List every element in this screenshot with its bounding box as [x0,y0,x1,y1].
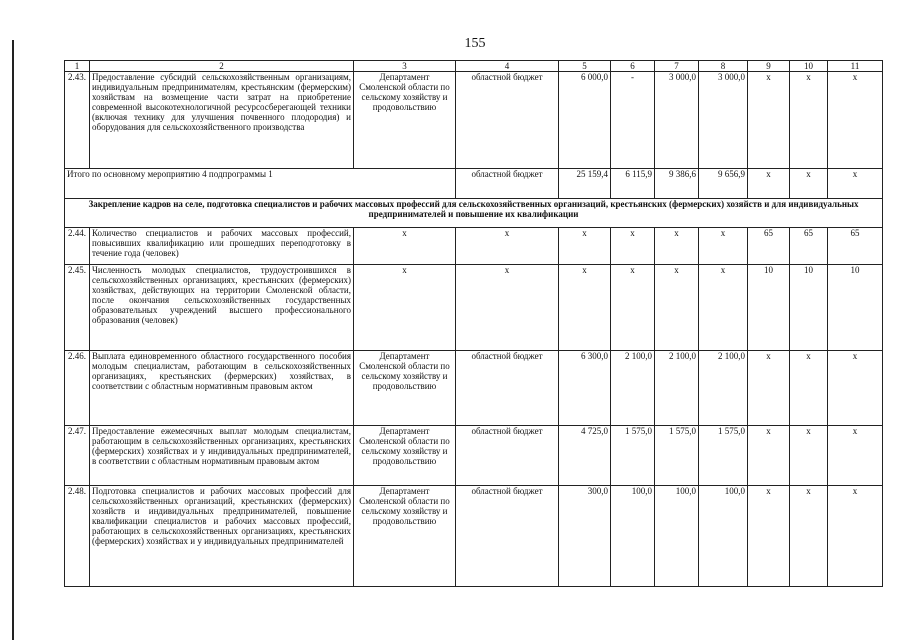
cell-col11: х [828,426,883,486]
cell-year3: 9 656,9 [699,169,748,199]
cell-col11: х [828,351,883,426]
column-header: 5 [559,61,611,72]
cell-col11: х [828,169,883,199]
cell-year1: - [611,72,655,169]
row-executor: х [354,265,456,351]
cell-year2: х [655,228,699,265]
column-header: 4 [456,61,559,72]
row-funding-source: областной бюджет [456,72,559,169]
cell-total: 300,0 [559,486,611,587]
row-description: Предоставление ежемесячных выплат молодым специалистам, работающим в сельскохозяйственных организациях, крестьянских (фермерских) хозяйствах и у индивидуальных предпринимателей, в соответствии с областным нормативным правовым актом [90,426,354,486]
cell-col9: х [748,426,790,486]
cell-col11: х [828,72,883,169]
column-header: 2 [90,61,354,72]
row-executor: х [354,228,456,265]
row-description: Численность молодых специалистов, трудоустроившихся в сельскохозяйственных организациях, крестьянских (фермерских) хозяйствах, действующих на территории Смоленской области, после окончания сельскохозяйственных государственных образовательных учреждений высшего профессионального образования (человек) [90,265,354,351]
row-executor: Департамент Смоленской области по сельскому хозяйству и продовольствию [354,351,456,426]
row-funding-source: областной бюджет [456,486,559,587]
row-description: Предоставление субсидий сельскохозяйственным организациям, индивидуальным предпринимателям, крестьянским (фермерским) хозяйствам на возмещение части затрат на приобретение современной высокотехнологичной ресурсосберегающей техники (включая технику для улучшения почвенного плодородия) и оборудования для сельскохозяйственного производства [90,72,354,169]
cell-year2: х [655,265,699,351]
row-number: 2.45. [65,265,90,351]
table-row [65,228,883,265]
cell-year2: 100,0 [655,486,699,587]
cell-year1: х [611,265,655,351]
row-description: Подготовка специалистов и рабочих массовых профессий для сельскохозяйственных организаций, крестьянских (фермерских) хозяйств и индивидуальных предпринимателей, повышение квалификации специалистов и рабочих массовых профессий, работающих в сельскохозяйственных организациях, крестьянских (фермерских) хозяйствах и у индивидуальных предпринимателей [90,486,354,587]
cell-col9: х [748,486,790,587]
cell-year1: 1 575,0 [611,426,655,486]
cell-year3: 3 000,0 [699,72,748,169]
cell-total: 6 300,0 [559,351,611,426]
cell-col11: 10 [828,265,883,351]
cell-year2: 9 386,6 [655,169,699,199]
total-row [65,169,883,199]
cell-year3: 100,0 [699,486,748,587]
row-description: Выплата единовременного областного государственного пособия молодым специалистам, работающим в сельскохозяйственных организациях, крестьянских (фермерских) хозяйствах, в соответствии с областным нормативным правовым актом [90,351,354,426]
cell-col9: 65 [748,228,790,265]
cell-total: х [559,228,611,265]
row-number: 2.47. [65,426,90,486]
cell-total: 25 159,4 [559,169,611,199]
section-row [65,199,883,228]
column-header: 9 [748,61,790,72]
cell-col10: х [790,72,828,169]
row-funding-source: х [456,228,559,265]
cell-year1: х [611,228,655,265]
column-header: 1 [65,61,90,72]
row-number: 2.43. [65,72,90,169]
table-row [65,265,883,351]
cell-year1: 100,0 [611,486,655,587]
cell-col9: 10 [748,265,790,351]
row-executor: Департамент Смоленской области по сельскому хозяйству и продовольствию [354,486,456,587]
row-executor: Департамент Смоленской области по сельскому хозяйству и продовольствию [354,72,456,169]
cell-col10: 65 [790,228,828,265]
cell-year1: 6 115,9 [611,169,655,199]
cell-col10: 10 [790,265,828,351]
cell-total: 4 725,0 [559,426,611,486]
cell-year3: 1 575,0 [699,426,748,486]
table-row [65,351,883,426]
row-funding-source: областной бюджет [456,169,559,199]
cell-year2: 1 575,0 [655,426,699,486]
column-header: 3 [354,61,456,72]
row-funding-source: х [456,265,559,351]
cell-col10: х [790,486,828,587]
cell-total: 6 000,0 [559,72,611,169]
table-row [65,486,883,587]
row-description: Количество специалистов и рабочих массовых профессий, повысивших квалификацию или прошедших переподготовку в течение года (человек) [90,228,354,265]
row-number: 2.44. [65,228,90,265]
cell-col10: х [790,426,828,486]
section-heading: Закрепление кадров на селе, подготовка специалистов и рабочих массовых профессий для сельскохозяйственных организаций, крестьянских (фермерских) хозяйств и для индивидуальных предпринимателей и повышение их квалификации [65,199,883,228]
cell-col11: х [828,486,883,587]
row-number: 2.48. [65,486,90,587]
cell-year3: 2 100,0 [699,351,748,426]
cell-year2: 3 000,0 [655,72,699,169]
cell-year3: х [699,265,748,351]
column-header: 7 [655,61,699,72]
cell-col10: х [790,351,828,426]
cell-total: х [559,265,611,351]
table-row [65,426,883,486]
column-header: 6 [611,61,655,72]
total-label: Итого по основному мероприятию 4 подпрограммы 1 [65,169,456,199]
column-header: 8 [699,61,748,72]
cell-col10: х [790,169,828,199]
program-table [64,60,883,587]
cell-year2: 2 100,0 [655,351,699,426]
row-funding-source: областной бюджет [456,351,559,426]
cell-year3: х [699,228,748,265]
page-number: 155 [464,36,486,51]
row-number: 2.46. [65,351,90,426]
page-edge-line [12,40,14,640]
column-header: 10 [790,61,828,72]
cell-col9: х [748,72,790,169]
row-funding-source: областной бюджет [456,426,559,486]
cell-col9: х [748,169,790,199]
row-executor: Департамент Смоленской области по сельскому хозяйству и продовольствию [354,426,456,486]
cell-year1: 2 100,0 [611,351,655,426]
column-number-row [65,61,883,72]
table-row [65,72,883,169]
cell-col9: х [748,351,790,426]
cell-col11: 65 [828,228,883,265]
column-header: 11 [828,61,883,72]
